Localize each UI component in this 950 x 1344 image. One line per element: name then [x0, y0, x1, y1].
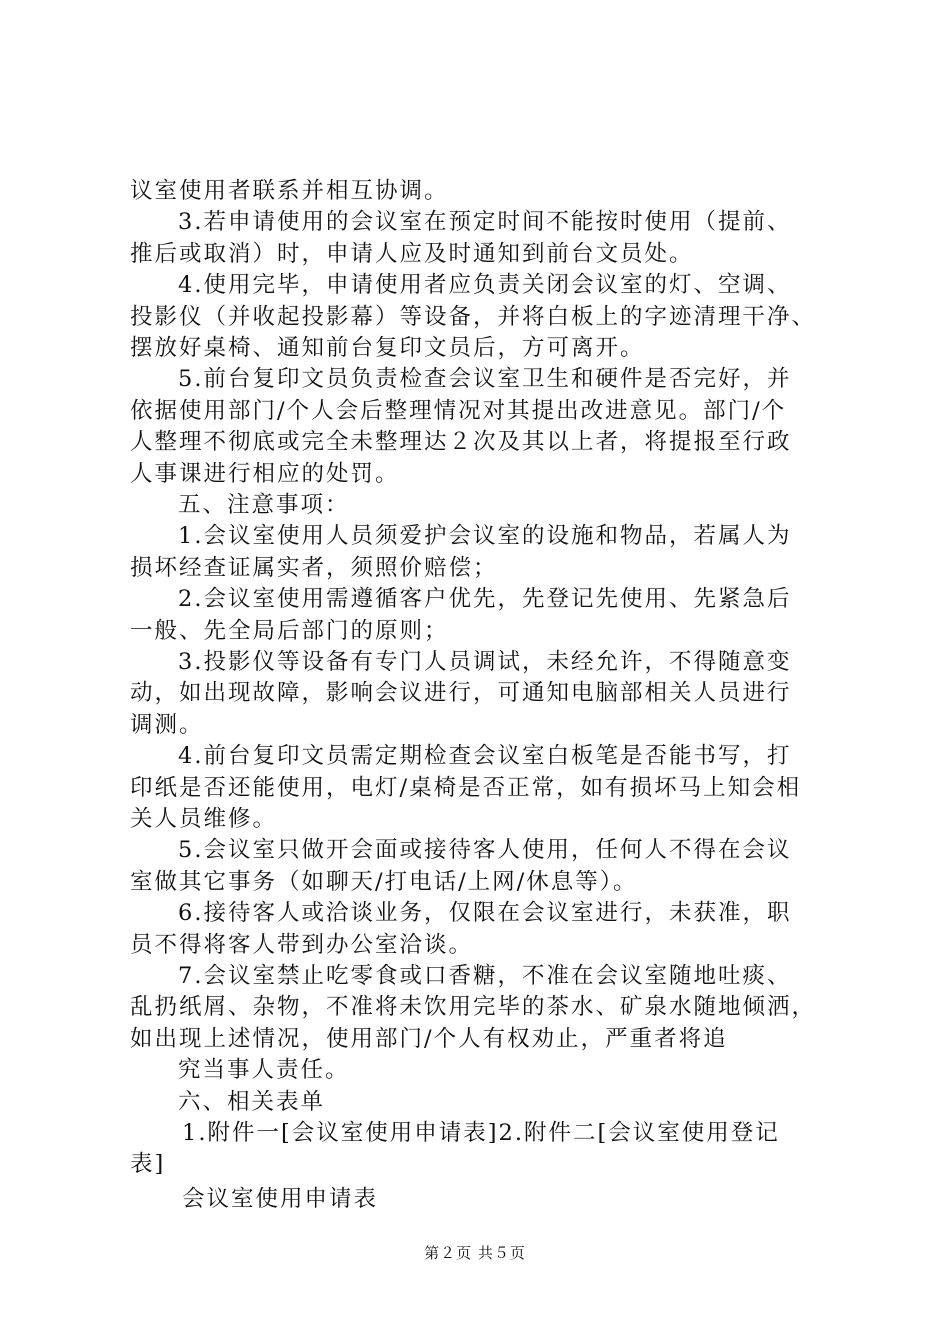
section-heading: 六、相关表单: [178, 1089, 326, 1115]
text-line: 推后或取消）时，申请人应及时通知到前台文员处。: [130, 241, 694, 267]
text-line: 人整理不彻底或完全未整理达２次及其以上者，将提报至行政: [130, 429, 792, 455]
text-line: 室做其它事务（如聊天/打电话/上网/休息等）。: [130, 869, 638, 895]
text-line: 印纸是否还能使用，电灯/桌椅是否正常，如有损坏马上知会相: [130, 775, 802, 801]
text-line: 摆放好桌椅、通知前台复印文员后，方可离开。: [130, 335, 645, 361]
text-line: 投影仪（并收起投影幕）等设备，并将白板上的字迹清理干净、: [130, 304, 817, 330]
text-line: 人事课进行相应的处罚。: [130, 461, 400, 487]
text-line: 动，如出现故障，影响会议进行，可通知电脑部相关人员进行: [130, 680, 792, 706]
page-footer: 第２页 共５页: [424, 1244, 526, 1262]
text-line: 2.会议室使用需遵循客户优先，先登记先使用、先紧急后: [178, 586, 792, 612]
text-line: 关人员维修。: [130, 806, 278, 832]
text-line: 5.前台复印文员负责检查会议室卫生和硬件是否完好，并: [178, 366, 792, 392]
text-line: 7.会议室禁止吃零食或口香糖，不准在会议室随地吐痰、: [178, 963, 792, 989]
text-line: 乱扔纸屑、杂物，不准将未饮用完毕的茶水、矿泉水随地倾洒，: [130, 994, 817, 1020]
text-line: 损坏经查证属实者，须照价赔偿；: [130, 555, 498, 581]
text-line: 依据使用部门/个人会后整理情况对其提出改进意见。部门/个: [130, 398, 787, 424]
text-line: 3.若申请使用的会议室在预定时间不能按时使用（提前、: [178, 209, 792, 235]
form-title: 会议室使用申请表: [182, 1186, 379, 1212]
text-line: 表]: [130, 1151, 166, 1177]
text-line: 4.前台复印文员需定期检查会议室白板笔是否能书写，打: [178, 743, 792, 769]
text-line: 究当事人责任。: [178, 1057, 350, 1083]
text-line: 一般、先全局后部门的原则；: [130, 618, 449, 644]
text-line: 6.接待客人或洽谈业务，仅限在会议室进行，未获准，职: [178, 900, 792, 926]
text-line: 如出现上述情况，使用部门/个人有权劝止，严重者将追: [130, 1026, 728, 1052]
text-line: 调测。: [130, 712, 204, 738]
text-line: 5.会议室只做开会面或接待客人使用，任何人不得在会议: [178, 837, 792, 863]
text-line: 议室使用者联系并相互协调。: [130, 178, 449, 204]
text-line: 3.投影仪等设备有专门人员调试，未经允许，不得随意变: [178, 649, 792, 675]
text-line: 1.会议室使用人员须爱护会议室的设施和物品，若属人为: [178, 523, 792, 549]
text-line: 4.使用完毕，申请使用者应负责关闭会议室的灯、空调、: [178, 272, 792, 298]
text-line: 1.附件一[会议室使用申请表]2.附件二[会议室使用登记: [182, 1120, 780, 1146]
text-line: 员不得将客人带到办公室洽谈。: [130, 932, 474, 958]
section-heading: 五、注意事项：: [178, 492, 350, 518]
